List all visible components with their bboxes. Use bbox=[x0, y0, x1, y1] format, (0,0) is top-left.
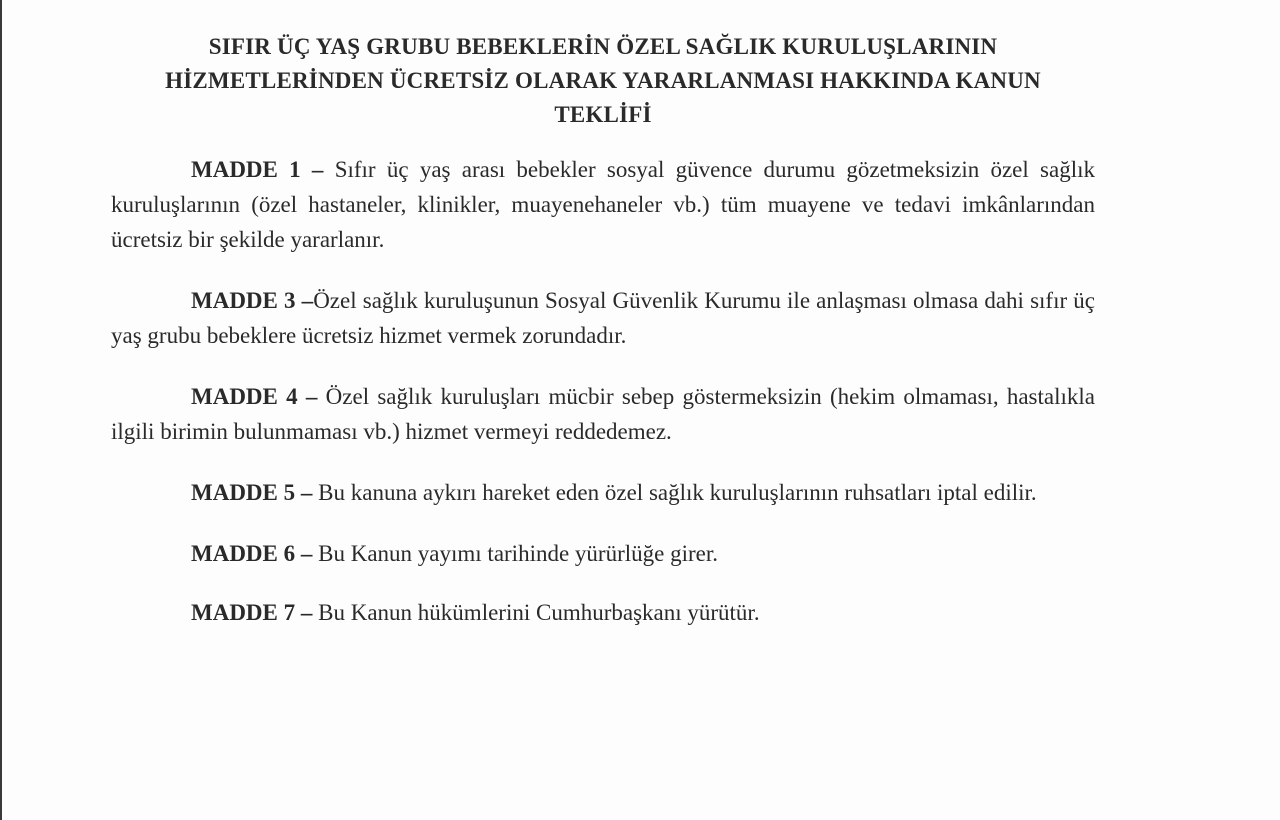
article-1 bbox=[111, 152, 1095, 257]
articles-list bbox=[111, 152, 1095, 630]
article-3-text: Özel sağlık kuruluşunun Sosyal Güvenlik Kurumu ile anlaşması olmasa dahi sıfır üç yaş grubu bebeklere ücretsiz hizmet vermek zorundadır. bbox=[111, 288, 1095, 348]
article-6-text: Bu Kanun yayımı tarihinde yürürlüğe girer. bbox=[312, 541, 718, 566]
article-3 bbox=[111, 283, 1095, 353]
article-7-label: MADDE 7 – bbox=[191, 600, 313, 625]
article-5-label: MADDE 5 – bbox=[191, 480, 313, 505]
article-5-text: Bu kanuna aykırı hareket eden özel sağlık kuruluşlarının ruhsatları iptal edilir. bbox=[312, 480, 1037, 505]
article-1-text: Sıfır üç yaş arası bebekler sosyal güvence durumu gözetmeksizin özel sağlık kuruluşlarının (özel hastaneler, klinikler, muayenehaneler vb.) tüm muayene ve tedavi imkânlarından ücretsiz bir şekilde yararlanır. bbox=[111, 157, 1095, 252]
article-7 bbox=[111, 595, 1095, 630]
document-content bbox=[111, 30, 1095, 654]
article-4-text: Özel sağlık kuruluşları mücbir sebep göstermeksizin (hekim olmaması, hastalıkla ilgili birimin bulunmaması vb.) hizmet vermeyi reddedemez. bbox=[111, 384, 1095, 444]
article-1-label: MADDE 1 – bbox=[191, 157, 324, 182]
article-3-label: MADDE 3 – bbox=[191, 288, 314, 313]
article-7-text: Bu Kanun hükümlerini Cumhurbaşkanı yürütür. bbox=[312, 600, 760, 625]
document-title bbox=[111, 30, 1095, 132]
article-4-label: MADDE 4 – bbox=[191, 384, 318, 409]
article-5 bbox=[111, 475, 1095, 510]
article-4 bbox=[111, 379, 1095, 449]
title-line-1: SIFIR ÜÇ YAŞ GRUBU BEBEKLERİN ÖZEL SAĞLIK KURULUŞLARININ bbox=[208, 34, 998, 59]
title-line-2: HİZMETLERİNDEN ÜCRETSİZ OLARAK YARARLANMASI HAKKINDA KANUN bbox=[165, 68, 1041, 93]
page-edge-line bbox=[0, 0, 2, 820]
title-line-3: TEKLİFİ bbox=[554, 102, 652, 127]
article-6 bbox=[111, 536, 1095, 571]
article-6-label: MADDE 6 – bbox=[191, 541, 313, 566]
